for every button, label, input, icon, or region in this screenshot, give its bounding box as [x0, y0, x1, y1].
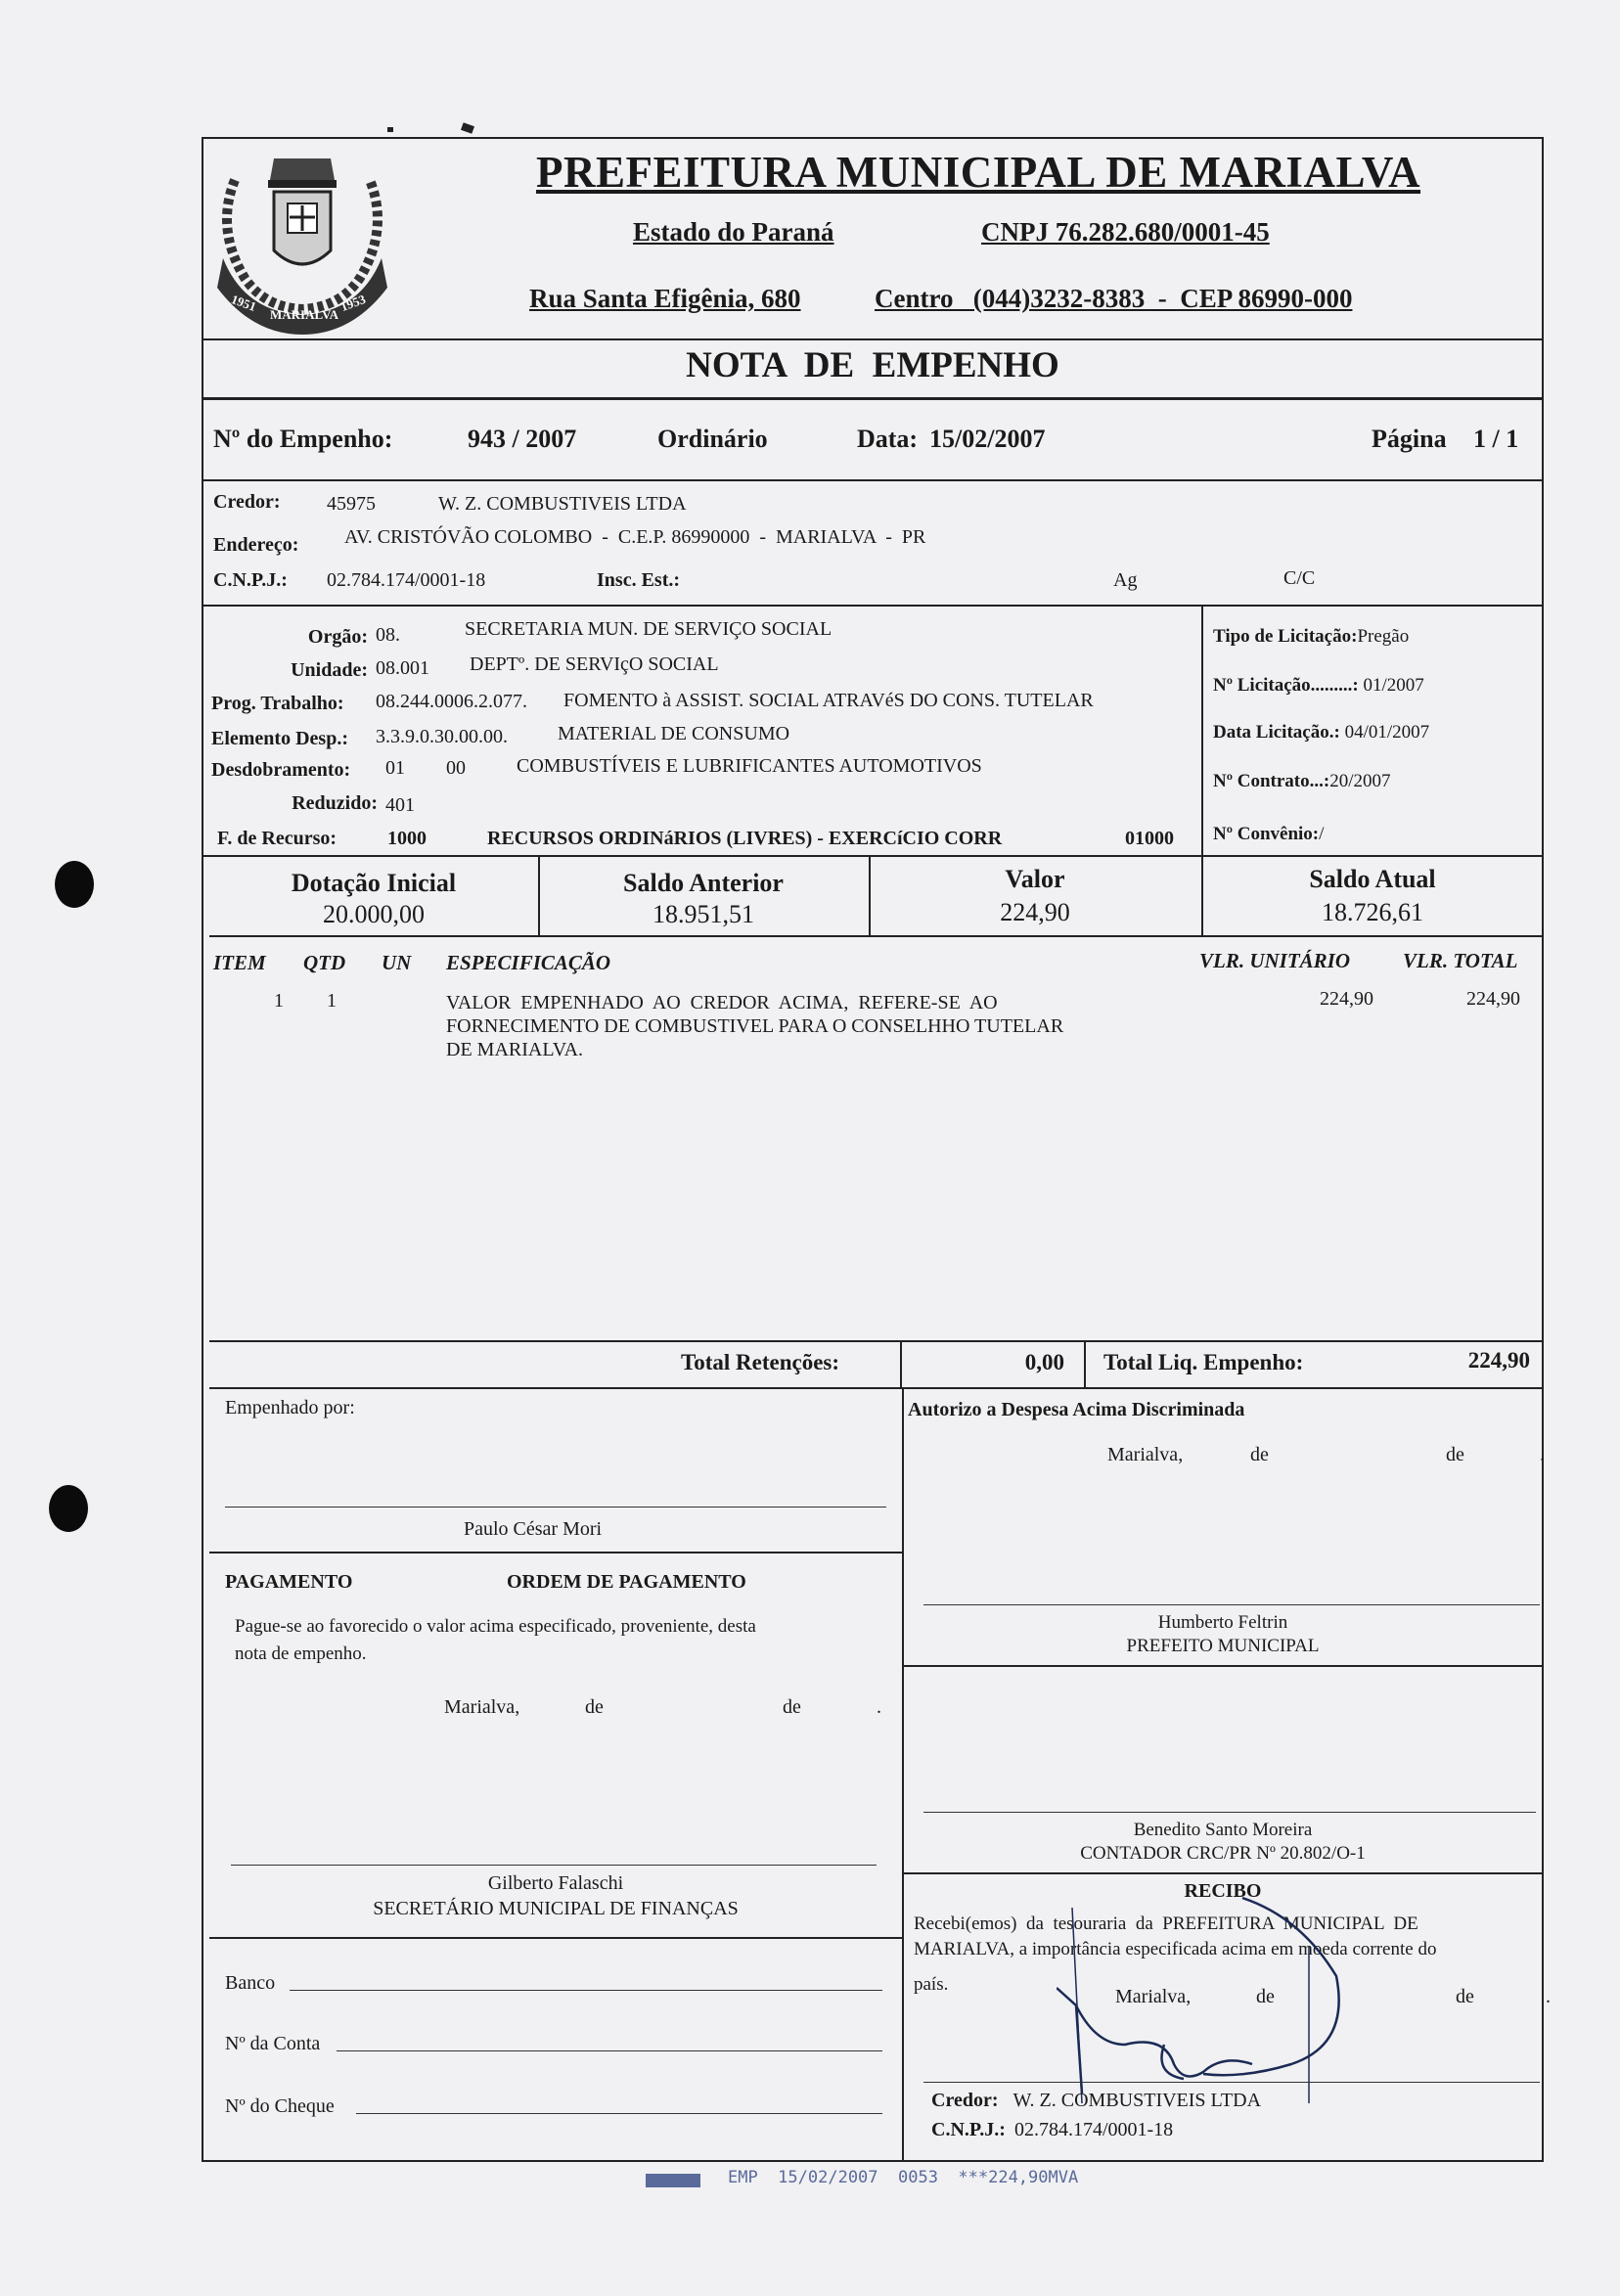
- licitacao-date-label: Data Licitação.:: [1213, 722, 1340, 743]
- empenhado-name: Paulo César Mori: [464, 1518, 603, 1540]
- licitacao-type-row: [1213, 626, 1409, 648]
- elemento-label: Elemento Desp.:: [211, 728, 348, 749]
- row-item: 1: [274, 990, 284, 1012]
- banco-label: Banco: [225, 1972, 276, 1994]
- pague-text-line-1: Pague-se ao favorecido o valor acima especificado, proveniente, desta: [235, 1616, 756, 1637]
- recibo-credor-row: [931, 2090, 1261, 2112]
- prog-label: Prog. Trabalho:: [211, 693, 344, 714]
- divider: [202, 479, 1544, 481]
- authorize-de-2: de: [1446, 1444, 1464, 1465]
- divider: [902, 1665, 1544, 1667]
- reduzido-label: Reduzido:: [292, 792, 378, 814]
- recibo-text-line-1: Recebi(emos) da tesouraria da PREFEITURA MUNICIPAL DE: [914, 1913, 1418, 1934]
- contrato-number: 20/2007: [1329, 771, 1391, 791]
- creditor-name: W. Z. COMBUSTIVEIS LTDA: [438, 493, 687, 515]
- crest-label: MARIALVA: [270, 307, 339, 322]
- prefeito-title: PREFEITO MUNICIPAL: [1126, 1636, 1320, 1656]
- recibo-label: RECIBO: [1184, 1880, 1262, 1902]
- col-header-spec: ESPECIFICAÇÃO: [446, 951, 611, 974]
- recurso-code: 1000: [387, 828, 427, 849]
- recibo-text-line-3: país.: [914, 1974, 949, 1995]
- contador-title: CONTADOR CRC/PR Nº 20.802/O-1: [1080, 1843, 1366, 1864]
- divider: [209, 1387, 1544, 1389]
- creditor-code: 45975: [327, 493, 376, 515]
- recibo-credor-name: W. Z. COMBUSTIVEIS LTDA: [1012, 2090, 1262, 2111]
- recurso-name: RECURSOS ORDINáRIOS (LIVRES) - EXERCíCIO CORR: [487, 828, 1003, 849]
- prog-name: FOMENTO à ASSIST. SOCIAL ATRAVéS DO CONS. TUTELAR: [563, 690, 1094, 711]
- liq-empenho-value: 224,90: [1467, 1348, 1530, 1373]
- prog-code: 08.244.0006.2.077.: [376, 691, 527, 712]
- elemento-name: MATERIAL DE CONSUMO: [558, 723, 790, 744]
- divider: [202, 338, 1544, 340]
- processing-stamp: EMP 15/02/2007 0053 ***224,90MVA: [728, 2168, 1079, 2187]
- insc-label: Insc. Est.:: [597, 569, 681, 591]
- banco-field[interactable]: [290, 1990, 882, 1991]
- signature-line: [923, 1604, 1540, 1605]
- ag-label: Ag: [1113, 569, 1138, 591]
- divider: [209, 1937, 902, 1939]
- recibo-place: Marialva,: [1115, 1986, 1192, 2007]
- creditor-cnpj-label: C.N.P.J.:: [213, 569, 288, 591]
- desdobramento-code-2: 00: [446, 757, 466, 779]
- divider: [202, 855, 1544, 857]
- stamp-icon: [646, 2174, 700, 2187]
- row-spec-line-3: DE MARIALVA.: [446, 1039, 584, 1060]
- state-name: Estado do Paraná: [633, 217, 834, 247]
- recibo-de-2: de: [1456, 1986, 1474, 2007]
- creditor-label: Credor:: [213, 491, 281, 513]
- divider: [900, 1340, 902, 1387]
- signature-line: [923, 1812, 1536, 1813]
- crest-year-right: 1953: [338, 292, 368, 315]
- payment-de-2: de: [783, 1696, 801, 1718]
- divider: [209, 1340, 1544, 1342]
- empenho-number-label: Nº do Empenho:: [213, 425, 393, 453]
- valor-value: 224,90: [1000, 898, 1070, 926]
- payment-de-1: de: [585, 1696, 604, 1718]
- ordem-pagamento-label: ORDEM DE PAGAMENTO: [507, 1571, 746, 1593]
- valor-label: Valor: [1005, 865, 1065, 893]
- licitacao-type: Pregão: [1357, 626, 1410, 647]
- empenhado-label: Empenhado por:: [225, 1397, 355, 1418]
- licitacao-number: 01/2007: [1363, 675, 1424, 696]
- cheque-field[interactable]: [356, 2113, 882, 2114]
- authorize-place: Marialva,: [1107, 1444, 1184, 1465]
- licitacao-type-label: Tipo de Licitação:: [1213, 626, 1358, 647]
- row-spec-line-2: FORNECIMENTO DE COMBUSTIVEL PARA O CONSELHHO TUTELAR: [446, 1015, 1064, 1037]
- pague-text-line-2: nota de empenho.: [235, 1643, 367, 1664]
- recibo-text-line-2: MARIALVA, a importância especificada acima em moeda corrente do: [914, 1939, 1437, 1959]
- recibo-credor-label: Credor:: [931, 2090, 999, 2111]
- unidade-name: DEPTº. DE SERVIçO SOCIAL: [470, 653, 719, 675]
- dotacao-value: 20.000,00: [323, 900, 425, 928]
- retencoes-label: Total Retenções:: [681, 1350, 840, 1374]
- row-unit-value: 224,90: [1320, 988, 1373, 1010]
- licitacao-number-row: [1213, 675, 1424, 697]
- col-header-total-value: VLR. TOTAL: [1403, 949, 1518, 972]
- scan-mark: [387, 127, 393, 132]
- divider: [202, 605, 1544, 607]
- divider: [1201, 605, 1203, 855]
- divider: [209, 1552, 902, 1553]
- convenio-row: [1213, 824, 1324, 845]
- header-address: Centro (044)3232-8383 - CEP 86990-000: [875, 284, 1353, 313]
- desdobramento-label: Desdobramento:: [211, 759, 351, 781]
- divider: [902, 1387, 904, 2160]
- payment-period: .: [877, 1696, 881, 1718]
- orgao-name: SECRETARIA MUN. DE SERVIÇO SOCIAL: [465, 618, 832, 640]
- col-header-un: UN: [382, 951, 412, 974]
- unidade-label: Unidade:: [291, 659, 368, 681]
- prefeito-name: Humberto Feltrin: [1157, 1612, 1288, 1633]
- table-row: [209, 988, 1544, 1076]
- recibo-period: .: [1546, 1986, 1551, 2007]
- secretario-title: SECRETÁRIO MUNICIPAL DE FINANÇAS: [373, 1898, 739, 1919]
- prefeitura-title: PREFEITURA MUNICIPAL DE MARIALVA: [536, 148, 1421, 197]
- header-cnpj: CNPJ 76.282.680/0001-45: [981, 217, 1270, 247]
- saldo-anterior-value: 18.951,51: [652, 900, 754, 928]
- punch-hole: [55, 861, 94, 908]
- elemento-code: 3.3.9.0.30.00.00.: [376, 726, 508, 747]
- liq-empenho-label: Total Liq. Empenho:: [1103, 1350, 1304, 1374]
- recibo-cnpj-label: C.N.P.J.:: [931, 2119, 1006, 2140]
- contrato-row: [1213, 771, 1390, 792]
- row-spec-line-1: VALOR EMPENHADO AO CREDOR ACIMA, REFERE-SE AO: [446, 992, 998, 1013]
- saldo-atual-value: 18.726,61: [1322, 898, 1423, 926]
- row-total-value: 224,90: [1466, 988, 1520, 1010]
- col-header-qtd: QTD: [303, 951, 346, 974]
- unidade-code: 08.001: [376, 657, 429, 679]
- empenho-date: 15/02/2007: [929, 425, 1046, 453]
- crest-year-left: 1951: [229, 292, 258, 315]
- recurso-code-2: 01000: [1125, 828, 1174, 849]
- authorize-de-1: de: [1250, 1444, 1269, 1465]
- conta-label: Nº da Conta: [225, 2033, 321, 2054]
- saldo-atual-label: Saldo Atual: [1309, 865, 1436, 893]
- saldo-anterior-label: Saldo Anterior: [623, 869, 784, 897]
- document-title: NOTA DE EMPENHO: [686, 345, 1059, 385]
- header-street: Rua Santa Efigênia, 680: [529, 284, 801, 313]
- autorizo-label: Autorizo a Despesa Acima Discriminada: [908, 1399, 1245, 1420]
- creditor-address: AV. CRISTÓVÃO COLOMBO - C.E.P. 86990000 - MARIALVA - PR: [344, 526, 926, 548]
- contador-name: Benedito Santo Moreira: [1133, 1820, 1313, 1840]
- scan-mark: [461, 122, 474, 134]
- recibo-cnpj: 02.784.174/0001-18: [1013, 2119, 1174, 2140]
- date-label: Data:: [857, 425, 919, 453]
- licitacao-date: 04/01/2007: [1344, 722, 1430, 743]
- recibo-cnpj-row: [931, 2119, 1173, 2141]
- row-qtd: 1: [327, 990, 337, 1012]
- signature-line: [225, 1507, 886, 1508]
- reduzido-value: 401: [385, 794, 415, 816]
- convenio-label: Nº Convênio:: [1213, 824, 1320, 844]
- divider: [1084, 1340, 1086, 1387]
- orgao-label: Orgão:: [307, 626, 368, 648]
- signature-line: [231, 1865, 877, 1866]
- contrato-label: Nº Contrato...:: [1213, 771, 1330, 791]
- creditor-cnpj: 02.784.174/0001-18: [327, 569, 486, 591]
- divider: [902, 1872, 1544, 1874]
- recurso-label: F. de Recurso:: [217, 828, 338, 849]
- secretario-name: Gilberto Falaschi: [487, 1872, 624, 1894]
- col-header-unit-value: VLR. UNITÁRIO: [1199, 949, 1351, 972]
- desdobramento-name: COMBUSTÍVEIS E LUBRIFICANTES AUTOMOTIVOS: [517, 755, 982, 777]
- recibo-de-1: de: [1256, 1986, 1275, 2007]
- cc-label: C/C: [1283, 567, 1316, 589]
- dotacao-label: Dotação Inicial: [291, 869, 457, 897]
- page-label: Página: [1372, 425, 1447, 453]
- pagamento-label: PAGAMENTO: [225, 1571, 353, 1593]
- empenho-number: 943 / 2007: [468, 425, 577, 453]
- desdobramento-code-1: 01: [385, 757, 405, 779]
- col-header-item: ITEM: [213, 951, 266, 974]
- address-label: Endereço:: [213, 534, 299, 556]
- page-number: 1 / 1: [1473, 425, 1519, 453]
- licitacao-date-row: [1213, 722, 1429, 743]
- authorize-period: .: [1540, 1444, 1545, 1465]
- convenio-number: /: [1319, 824, 1325, 844]
- divider: [209, 935, 1544, 937]
- licitacao-number-label: Nº Licitação.........:: [1213, 675, 1359, 696]
- punch-hole: [49, 1485, 88, 1532]
- municipal-crest: [205, 141, 397, 337]
- cheque-label: Nº do Cheque: [225, 2095, 335, 2117]
- conta-field[interactable]: [337, 2050, 882, 2051]
- signature-line: [923, 2082, 1540, 2083]
- orgao-code: 08.: [376, 624, 400, 646]
- divider: [202, 397, 1544, 400]
- payment-place: Marialva,: [444, 1696, 520, 1718]
- empenho-type: Ordinário: [657, 425, 768, 453]
- retencoes-value: 0,00: [1024, 1350, 1064, 1374]
